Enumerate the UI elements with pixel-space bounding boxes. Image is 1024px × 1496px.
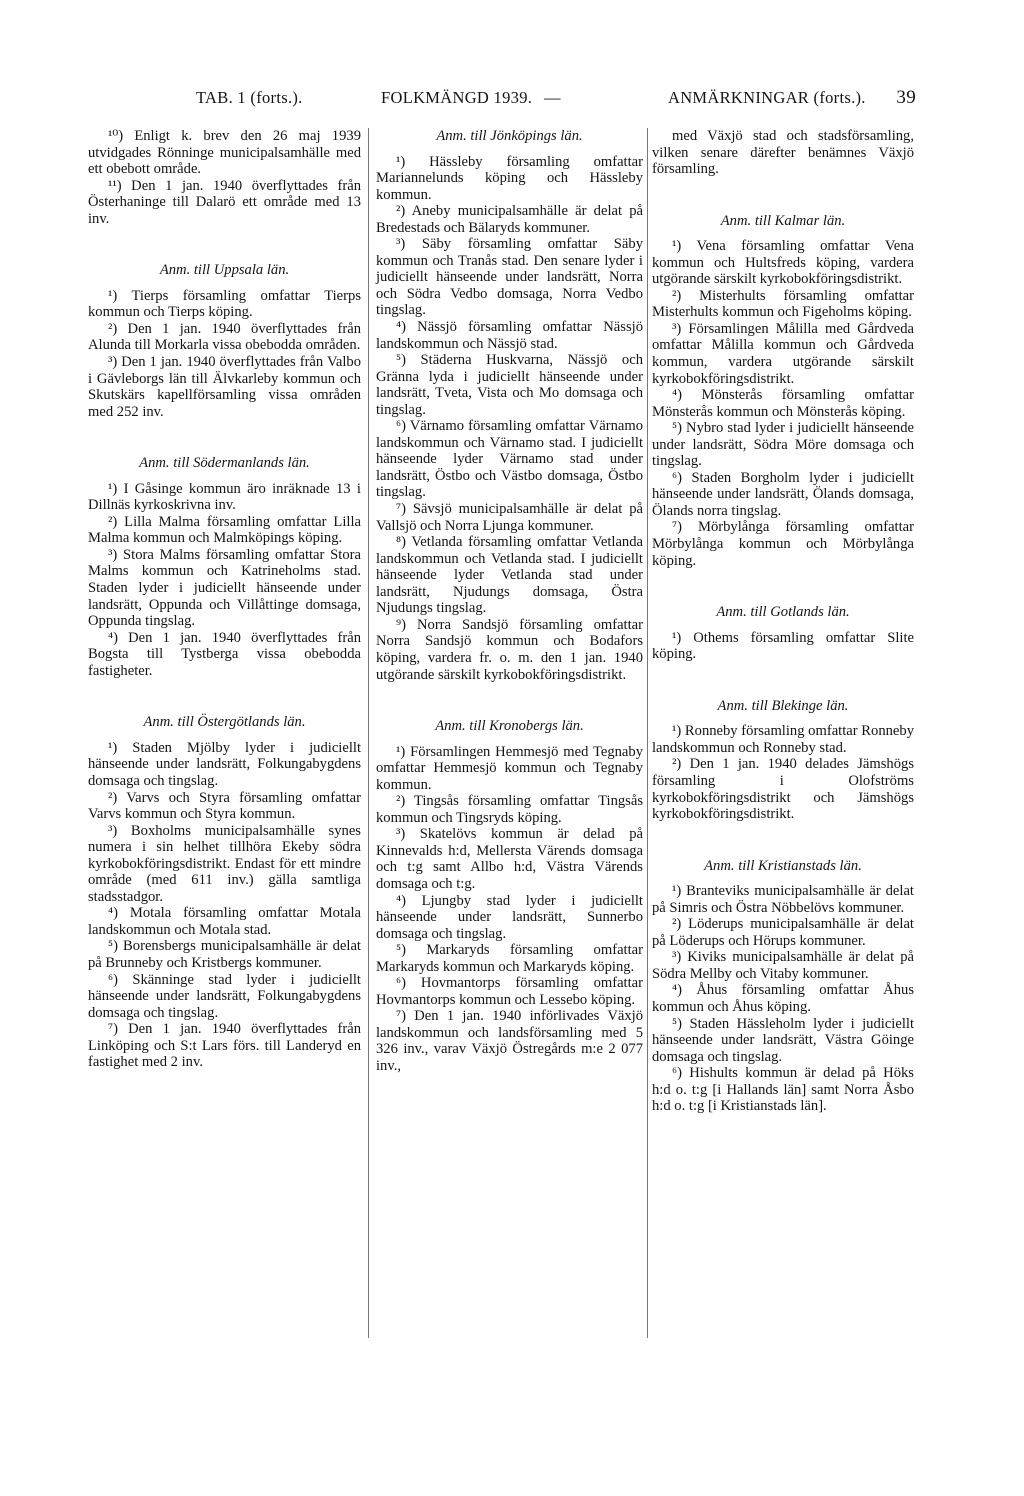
note-paragraph: ⁶) Hovmantorps församling omfattar Hovmantorps kommun och Lessebo köping. xyxy=(376,975,643,1008)
note-paragraph: ¹) Hässleby församling omfattar Mariannelunds köping och Hässleby kommun. xyxy=(376,153,643,203)
section-heading: Anm. till Kronobergs län. xyxy=(435,718,584,735)
note-paragraph: ¹) Tierps församling omfattar Tierps kommun och Tierps köping. xyxy=(88,287,361,321)
note-paragraph: ⁴) Ljungby stad lyder i judiciellt hänseende under landsrätt, Sunnerbo domsaga och tingslag. xyxy=(376,892,643,942)
note-paragraph: ⁹) Norra Sandsjö församling omfattar Norra Sandsjö kommun och Bodafors köping, vardera fr. o. m. den 1 jan. 1940 utgörande särskilt kyrkobokföringsdistrikt. xyxy=(376,616,643,683)
note-paragraph: ⁸) Vetlanda församling omfattar Vetlanda landskommun och Vetlanda stad. I judiciellt hänseende lyder Vetlanda stad under landsrätt, Njudungs domsaga, Östra Njudungs tingslag. xyxy=(376,534,643,617)
note-paragraph: ²) Lilla Malma församling omfattar Lilla Malma kommun och Malmköpings köping. xyxy=(88,513,361,547)
note-paragraph: ⁴) Nässjö församling omfattar Nässjö landskommun och Nässjö stad. xyxy=(376,319,643,352)
text-column-3 xyxy=(652,128,914,1115)
note-paragraph: ⁴) Mönsterås församling omfattar Mönsterås kommun och Mönsterås köping. xyxy=(652,387,914,420)
section-heading: Anm. till Kristianstads län. xyxy=(704,857,862,874)
note-paragraph: ²) Misterhults församling omfattar Misterhults kommun och Figeholms köping. xyxy=(652,287,914,321)
note-paragraph: ⁵) Markaryds församling omfattar Markaryds kommun och Markaryds köping. xyxy=(376,942,643,975)
note-paragraph: ²) Aneby municipalsamhälle är delat på Bredestads och Bälaryds kommuner. xyxy=(376,203,643,236)
note-paragraph: ¹) I Gåsinge kommun äro inräknade 13 i Dillnäs kyrkoskrivna inv. xyxy=(88,480,361,514)
section-heading: Anm. till Gotlands län. xyxy=(716,604,850,621)
note-paragraph: ³) Säby församling omfattar Säby kommun och Tranås stad. Den senare lyder i judiciellt hänseende under landsrätt, Norra och Södra Vedbo domsaga, Norra Vedbo tingslag. xyxy=(376,236,643,319)
note-paragraph: ⁷) Den 1 jan. 1940 överflyttades från Linköping och S:t Lars förs. till Landeryd en fastighet med 2 inv. xyxy=(88,1021,361,1071)
note-paragraph: ⁵) Städerna Huskvarna, Nässjö och Gränna lyda i judiciellt hänseende under landsrätt, Tveta, Vista och Mo domsaga och tingslag. xyxy=(376,352,643,418)
note-paragraph: ⁷) Mörbylånga församling omfattar Mörbylånga kommun och Mörbylånga köping. xyxy=(652,519,914,569)
note-paragraph: ¹) Staden Mjölby lyder i judiciellt hänseende under landsrätt, Folkungabygdens domsaga och tingslag. xyxy=(88,739,361,789)
section-heading: Anm. till Kalmar län. xyxy=(720,212,846,229)
note-paragraph: ²) Den 1 jan. 1940 delades Jämshögs församling i Olofströms kyrkobokföringsdistrikt och Jämshögs kyrkobokföringsdistrikt. xyxy=(652,756,914,823)
section-heading: Anm. till Uppsala län. xyxy=(159,262,290,279)
page-number: 39 xyxy=(896,87,916,108)
note-paragraph: ⁶) Skänninge stad lyder i judiciellt hänseende under landsrätt, Folkungabygdens domsaga och tingslag. xyxy=(88,971,361,1021)
note-paragraph: ¹) Ronneby församling omfattar Ronneby landskommun och Ronneby stad. xyxy=(652,723,914,756)
section-heading: Anm. till Jönköpings län. xyxy=(436,128,583,144)
note-paragraph: ²) Tingsås församling omfattar Tingsås kommun och Tingsryds köping. xyxy=(376,793,643,826)
note-paragraph: ⁵) Staden Hässleholm lyder i judiciellt hänseende under landsrätt, Västra Göinge domsaga och tingslag. xyxy=(652,1015,914,1065)
note-paragraph: ⁷) Den 1 jan. 1940 införlivades Växjö landskommun och landsförsamling med 5 326 inv., varav Växjö Östregårds m:e 2 077 inv., xyxy=(376,1008,643,1074)
header-title: FOLKMÄNGD 1939. xyxy=(381,88,533,107)
note-paragraph: ⁶) Värnamo församling omfattar Värnamo landskommun och Värnamo stad. I judiciellt hänseende lyder Värnamo stad under landsrätt, Östbo och Västbo domsaga, Östbo tingslag. xyxy=(376,418,643,501)
note-paragraph: ⁶) Hishults kommun är delad på Höks h:d o. t:g [i Hallands län] samt Norra Åsbo h:d o. t:g [i Kristianstads län]. xyxy=(652,1065,914,1115)
note-paragraph: ⁵) Nybro stad lyder i judiciellt hänseende under landsrätt, Södra Möre domsaga och tingslag. xyxy=(652,420,914,470)
note-paragraph: ⁴) Den 1 jan. 1940 överflyttades från Bogsta till Tystberga vissa obebodda fastigheter. xyxy=(88,629,361,679)
note-paragraph: med Växjö stad och stadsförsamling, vilken senare därefter benämnes Växjö församling. xyxy=(652,128,914,178)
note-paragraph: ¹) Församlingen Hemmesjö med Tegnaby omfattar Hemmesjö kommun och Tegnaby kommun. xyxy=(376,743,643,793)
column-divider xyxy=(647,128,648,1338)
text-column-2 xyxy=(376,128,643,1075)
note-paragraph: ³) Skatelövs kommun är delad på Kinnevalds h:d, Mellersta Värends domsaga och t:g samt Allbo h:d, Västra Värends domsaga och t:g. xyxy=(376,826,643,892)
column-divider xyxy=(368,128,369,1338)
note-paragraph: ³) Kiviks municipalsamhälle är delat på Södra Mellby och Vitaby kommuner. xyxy=(652,949,914,982)
section-heading: Anm. till Blekinge län. xyxy=(717,697,849,714)
note-paragraph: ³) Boxholms municipalsamhälle synes numera i sin helhet tillhöra Ekeby södra kyrkobokföringsdistrikt. Endast för ett mindre område (med 611 inv.) gälla samtliga stadsstadgor. xyxy=(88,822,361,905)
header-dash: — xyxy=(544,88,561,107)
note-paragraph: ²) Löderups municipalsamhälle är delat på Löderups och Hörups kommuner. xyxy=(652,916,914,949)
note-paragraph: ⁴) Åhus församling omfattar Åhus kommun och Åhus köping. xyxy=(652,982,914,1015)
note-paragraph: ¹⁰) Enligt k. brev den 26 maj 1939 utvidgades Rönninge municipalsamhälle med ett obebott område. xyxy=(88,128,361,178)
note-paragraph: ⁴) Motala församling omfattar Motala landskommun och Motala stad. xyxy=(88,905,361,938)
note-paragraph: ²) Varvs och Styra församling omfattar Varvs kommun och Styra kommun. xyxy=(88,789,361,823)
note-paragraph: ⁵) Borensbergs municipalsamhälle är delat på Brunneby och Kristbergs kommuner. xyxy=(88,938,361,971)
note-paragraph: ²) Den 1 jan. 1940 överflyttades från Alunda till Morkarla vissa obebodda områden. xyxy=(88,320,361,354)
note-paragraph: ¹) Vena församling omfattar Vena kommun och Hultsfreds köping, vardera utgörande särskilt kyrkobokföringsdistrikt. xyxy=(652,238,914,288)
note-paragraph: ⁶) Staden Borgholm lyder i judiciellt hänseende under landsrätt, Ölands domsaga, Ölands norra tingslag. xyxy=(652,469,914,519)
note-paragraph: ⁷) Sävsjö municipalsamhälle är delat på Vallsjö och Norra Ljunga kommuner. xyxy=(376,501,643,534)
note-paragraph: ³) Den 1 jan. 1940 överflyttades från Valbo i Gävleborgs län till Älvkarleby kommun och Skutskärs kapellförsamling vissa områden med 252 inv. xyxy=(88,354,361,420)
note-paragraph: ³) Församlingen Målilla med Gårdveda omfattar Målilla kommun och Gårdveda kommun, vardera utgörande särskilt kyrkobokföringsdistrikt. xyxy=(652,320,914,387)
note-paragraph: ¹) Branteviks municipalsamhälle är delat på Simris och Östra Nöbbelövs kommuner. xyxy=(652,883,914,916)
section-heading: Anm. till Södermanlands län. xyxy=(139,455,310,472)
note-paragraph: ¹) Othems församling omfattar Slite köping. xyxy=(652,629,914,663)
note-paragraph: ¹¹) Den 1 jan. 1940 överflyttades från Österhaninge till Dalarö ett område med 13 inv. xyxy=(88,177,361,227)
section-heading: Anm. till Östergötlands län. xyxy=(143,714,306,731)
table-reference: TAB. 1 (forts.). xyxy=(196,88,303,107)
header-section: ANMÄRKNINGAR (forts.). xyxy=(668,88,866,107)
note-paragraph: ³) Stora Malms församling omfattar Stora Malms kommun och Katrineholms stad. Staden lyder i judiciellt hänseende under landsrätt, Oppunda och Villåttinge domsaga, Oppunda tingslag. xyxy=(88,546,361,630)
running-header xyxy=(196,88,916,112)
text-column-1 xyxy=(88,128,361,1071)
